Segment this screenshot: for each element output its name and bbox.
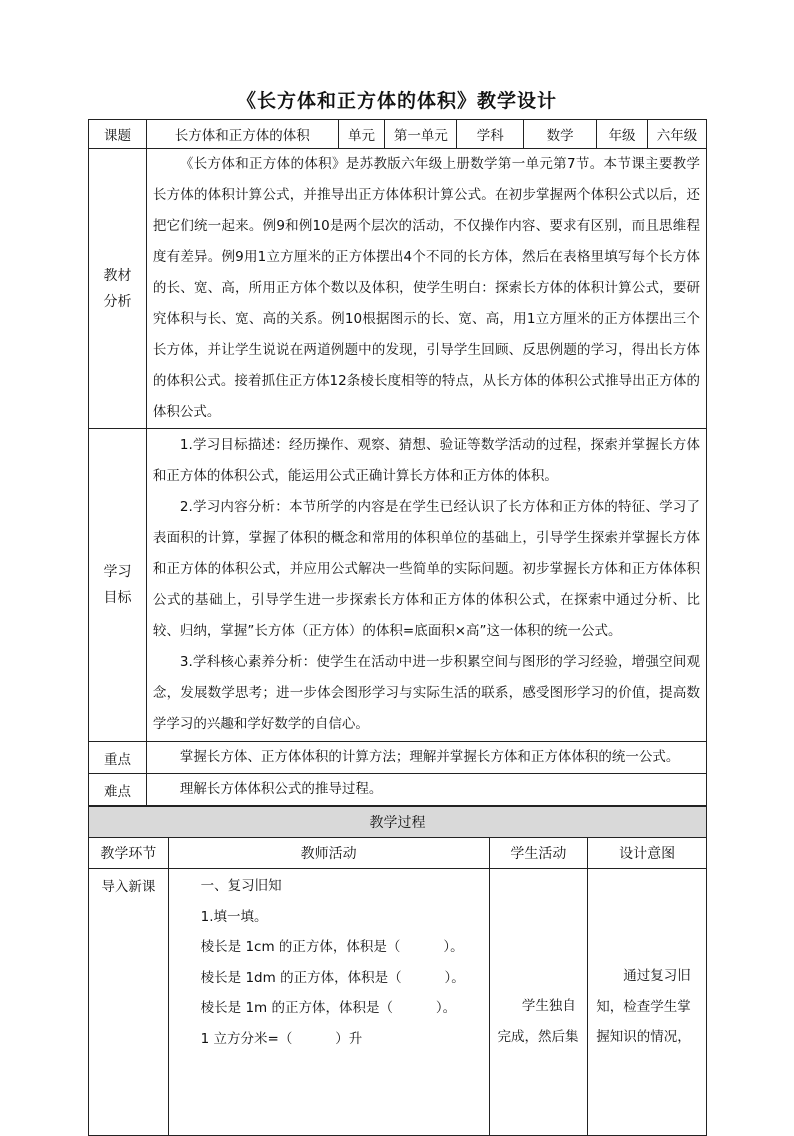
student-line: 学生独自 bbox=[521, 998, 576, 1014]
page-title: 《长方体和正方体的体积》教学设计 bbox=[236, 90, 557, 112]
column-header-stage: 教学环节 bbox=[89, 838, 169, 869]
objectives-text bbox=[146, 429, 706, 742]
teaching-process-table bbox=[88, 806, 707, 1136]
difficulty-row bbox=[89, 774, 707, 806]
subject-value: 数学 bbox=[524, 120, 597, 149]
key-point-label: 重点 bbox=[89, 742, 147, 774]
intent-line: 握知识的情况， bbox=[596, 1029, 691, 1045]
teacher-line: 棱长是 1m 的正方体，体积是（ ）。 bbox=[200, 1000, 457, 1016]
process-header-row bbox=[89, 838, 707, 869]
process-heading: 教学过程 bbox=[89, 807, 707, 838]
teacher-line: 棱长是 1dm 的正方体，体积是（ ）。 bbox=[200, 969, 465, 986]
teacher-line: 1 立方分米=（ ）升 bbox=[200, 1030, 363, 1047]
material-label-line2: 分析 bbox=[103, 293, 132, 310]
key-point-text: 掌握长方体、正方体体积的计算方法；理解并掌握长方体和正方体体积的统一公式。 bbox=[146, 742, 706, 774]
intent-line: 知，检查学生掌 bbox=[596, 998, 691, 1015]
teacher-line: 一、复习旧知 bbox=[200, 878, 282, 894]
student-line: 完成，然后集 bbox=[497, 1028, 579, 1045]
grade-value: 六年级 bbox=[648, 120, 707, 149]
material-text: 《长方体和正方体的体积》是苏教版六年级上册数学第一单元第7节。本节课主要教学长方体的体积计算公式，并推导出正方体体积计算公式。在初步掌握两个体积公式以后，还把它们统一起来。例9和例10是两个层次的活动，不仅操作内容、要求有区别，而且思维程度有差异。例9用1立方厘米的正方体摆出4个不同的长方体，然后在表格里填写每个长方体的长、宽、高，所用正方体个数以及体积，使学生明白：探索长方体的体积计算公式，要研究体积与长、宽、高的关系。例10根据图示的长、宽、高，用1立方厘米的正方体摆出三个长方体，并让学生说说在两道例题中的发现，引导学生回顾、反思例题的学习，得出长方体的体积公式。接着抓住正方体12条棱长度相等的特点，从长方体的体积公式推导出正方体的体积公式。 bbox=[146, 149, 706, 429]
objective-paragraph-1: 1.学习目标描述：经历操作、观察、猜想、验证等数学活动的过程，探索并掌握长方体和正方体的体积公式，能运用公式正确计算长方体和正方体的体积。 bbox=[152, 437, 700, 484]
design-intent-cell bbox=[588, 869, 707, 1136]
intent-line: 通过复习旧 bbox=[623, 968, 691, 984]
subject-label: 学科 bbox=[457, 120, 524, 149]
topic-value: 长方体和正方体的体积 bbox=[146, 120, 338, 149]
lesson-info-table bbox=[88, 119, 707, 806]
process-row-intro bbox=[89, 869, 707, 1136]
unit-value: 第一单元 bbox=[385, 120, 457, 149]
objectives-row bbox=[89, 429, 707, 742]
difficulty-text: 理解长方体体积公式的推导过程。 bbox=[146, 774, 706, 806]
teacher-line: 棱长是 1cm 的正方体，体积是（ ）。 bbox=[200, 939, 464, 955]
objectives-label-line1: 学习 bbox=[103, 564, 132, 580]
teacher-line: 1.填一填。 bbox=[200, 908, 268, 925]
objective-paragraph-3: 3.学科核心素养分析：使学生在活动中进一步积累空间与图形的学习经验，增强空间观念，发展数学思考；进一步体会图形学习与实际生活的联系，感受图形学习的价值，提高数学学习的兴趣和学好数学的自信心。 bbox=[152, 654, 700, 732]
objectives-label bbox=[89, 429, 147, 742]
stage-cell: 导入新课 bbox=[89, 869, 169, 1136]
process-heading-row bbox=[89, 807, 707, 838]
key-point-row bbox=[89, 742, 707, 774]
column-header-teacher: 教师活动 bbox=[168, 838, 489, 869]
column-header-intent: 设计意图 bbox=[588, 838, 707, 869]
difficulty-label: 难点 bbox=[89, 774, 147, 806]
objective-paragraph-2: 2.学习内容分析：本节所学的内容是在学生已经认识了长方体和正方体的特征、学习了表面积的计算，掌握了体积的概念和常用的体积单位的基础上，引导学生探索并掌握长方体和正方体的体积公式，并应用公式解决一些简单的实际问题。初步掌握长方体和正方体体积公式的基础上，引导学生进一步探索长方体和正方体的体积公式，在探索中通过分析、比较、归纳，掌握”长方体（正方体）的体积=底面积×高”这一体积的统一公式。 bbox=[152, 499, 700, 639]
topic-label: 课题 bbox=[89, 120, 147, 149]
teacher-activity-cell bbox=[168, 869, 489, 1136]
objectives-label-line2: 目标 bbox=[103, 590, 132, 606]
material-label bbox=[89, 149, 147, 429]
student-activity-cell bbox=[489, 869, 588, 1136]
grade-label: 年级 bbox=[597, 120, 648, 149]
column-header-student: 学生活动 bbox=[489, 838, 588, 869]
unit-label: 单元 bbox=[338, 120, 385, 149]
material-row bbox=[89, 149, 707, 429]
material-label-line1: 教材 bbox=[103, 267, 132, 284]
info-row bbox=[89, 120, 707, 149]
